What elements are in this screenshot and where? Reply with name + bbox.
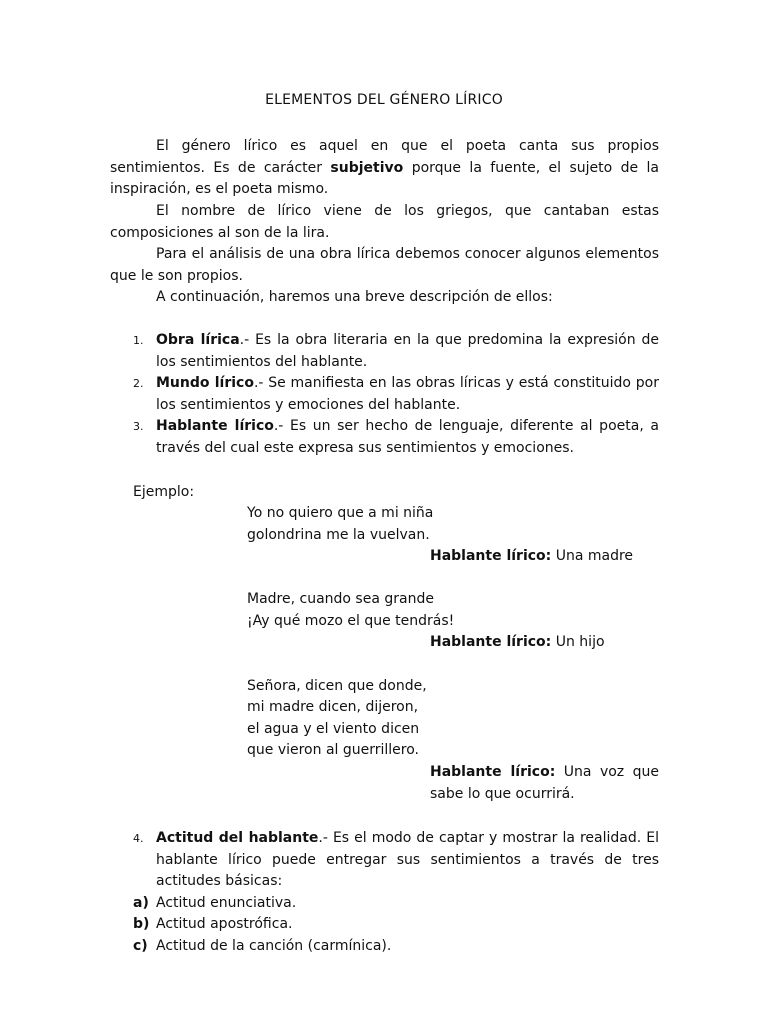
verse-line: Madre, cuando sea grande xyxy=(247,591,434,607)
intro-paragraph-3 xyxy=(110,244,659,287)
option-letter: b) xyxy=(133,916,150,932)
verse-line: el agua y el viento dicen xyxy=(247,721,420,737)
speaker-label: Hablante lírico: xyxy=(430,548,552,564)
definition: .- Es la obra literaria en la que predomina la expresión de los sentimientos del hablante. xyxy=(156,332,659,370)
intro-paragraph-2 xyxy=(110,201,659,244)
definition: .- Es el modo de captar y mostrar la realidad. El hablante lírico puede entregar sus sentimientos a través de tres actitudes básicas: xyxy=(156,830,659,889)
speaker-label: Hablante lírico: xyxy=(430,764,556,780)
list-text xyxy=(156,828,659,893)
bold-term: Actitud del hablante xyxy=(156,830,319,846)
definition: .- Es un ser hecho de lenguaje, diferente al poeta, a través del cual este expresa sus sentimientos y emociones. xyxy=(156,418,659,456)
intro-text: Para el análisis de una obra lírica debemos conocer algunos elementos que le son propios. xyxy=(110,246,659,284)
intro-text: porque la fuente, el sujeto de la inspiración, es el poeta mismo. xyxy=(110,159,659,197)
speaker-value: Una madre xyxy=(551,548,634,564)
verse-line: que vieron al guerrillero. xyxy=(247,742,420,758)
bold-term: Hablante lírico xyxy=(156,418,274,434)
bold-term: Obra lírica xyxy=(156,332,240,348)
verse-line: Señora, dicen que donde, xyxy=(247,678,427,694)
list-item xyxy=(133,828,659,893)
option-text: Actitud enunciativa. xyxy=(156,895,297,911)
verse-line: golondrina me la vuelvan. xyxy=(247,527,430,543)
verse-line: ¡Ay qué mozo el que tendrás! xyxy=(247,613,455,629)
option-text: Actitud de la canción (carmínica). xyxy=(156,938,392,954)
bold-term: subjetivo xyxy=(330,159,404,176)
attitude-option xyxy=(133,893,296,915)
speaker-line xyxy=(430,546,633,568)
verse-line: Yo no quiero que a mi niña xyxy=(247,505,434,521)
list-item xyxy=(133,416,659,459)
intro-text: A continuación, haremos una breve descripción de ellos: xyxy=(156,289,553,305)
intro-text: El nombre de lírico viene de los griegos, que cantaban estas composiciones al son de la lira. xyxy=(110,203,659,241)
list-text xyxy=(156,330,659,373)
intro-text: El género lírico es aquel en que el poeta canta sus propios sentimientos. Es de carácter xyxy=(110,138,659,176)
example-label: Ejemplo: xyxy=(133,484,195,500)
list-item xyxy=(133,373,659,416)
list-item xyxy=(133,330,659,373)
option-letter: a) xyxy=(133,895,149,911)
list-text xyxy=(156,373,659,416)
speaker-label: Hablante lírico: xyxy=(430,634,552,650)
list-number: 1. xyxy=(133,334,144,347)
list-number: 3. xyxy=(133,420,144,433)
list-number: 4. xyxy=(133,832,144,845)
attitude-option xyxy=(133,936,391,958)
list-text xyxy=(156,416,659,459)
definition: .- Se manifiesta en las obras líricas y está constituido por los sentimientos y emociones del hablante. xyxy=(156,375,659,413)
verse-line: mi madre dicen, dijeron, xyxy=(247,699,419,715)
speaker-value: Un hijo xyxy=(551,634,605,650)
intro-paragraph-1 xyxy=(110,136,659,201)
speaker-line xyxy=(430,762,659,805)
speaker-line xyxy=(430,632,605,654)
bold-term: Mundo lírico xyxy=(156,375,254,391)
speaker-value: Una voz que sabe lo que ocurrirá. xyxy=(430,764,660,802)
list-number: 2. xyxy=(133,377,144,390)
intro-paragraph-4 xyxy=(110,287,659,309)
option-text: Actitud apostrófica. xyxy=(156,916,293,932)
option-letter: c) xyxy=(133,938,148,954)
attitude-option xyxy=(133,914,292,936)
page-title: ELEMENTOS DEL GÉNERO LÍRICO xyxy=(265,92,503,108)
